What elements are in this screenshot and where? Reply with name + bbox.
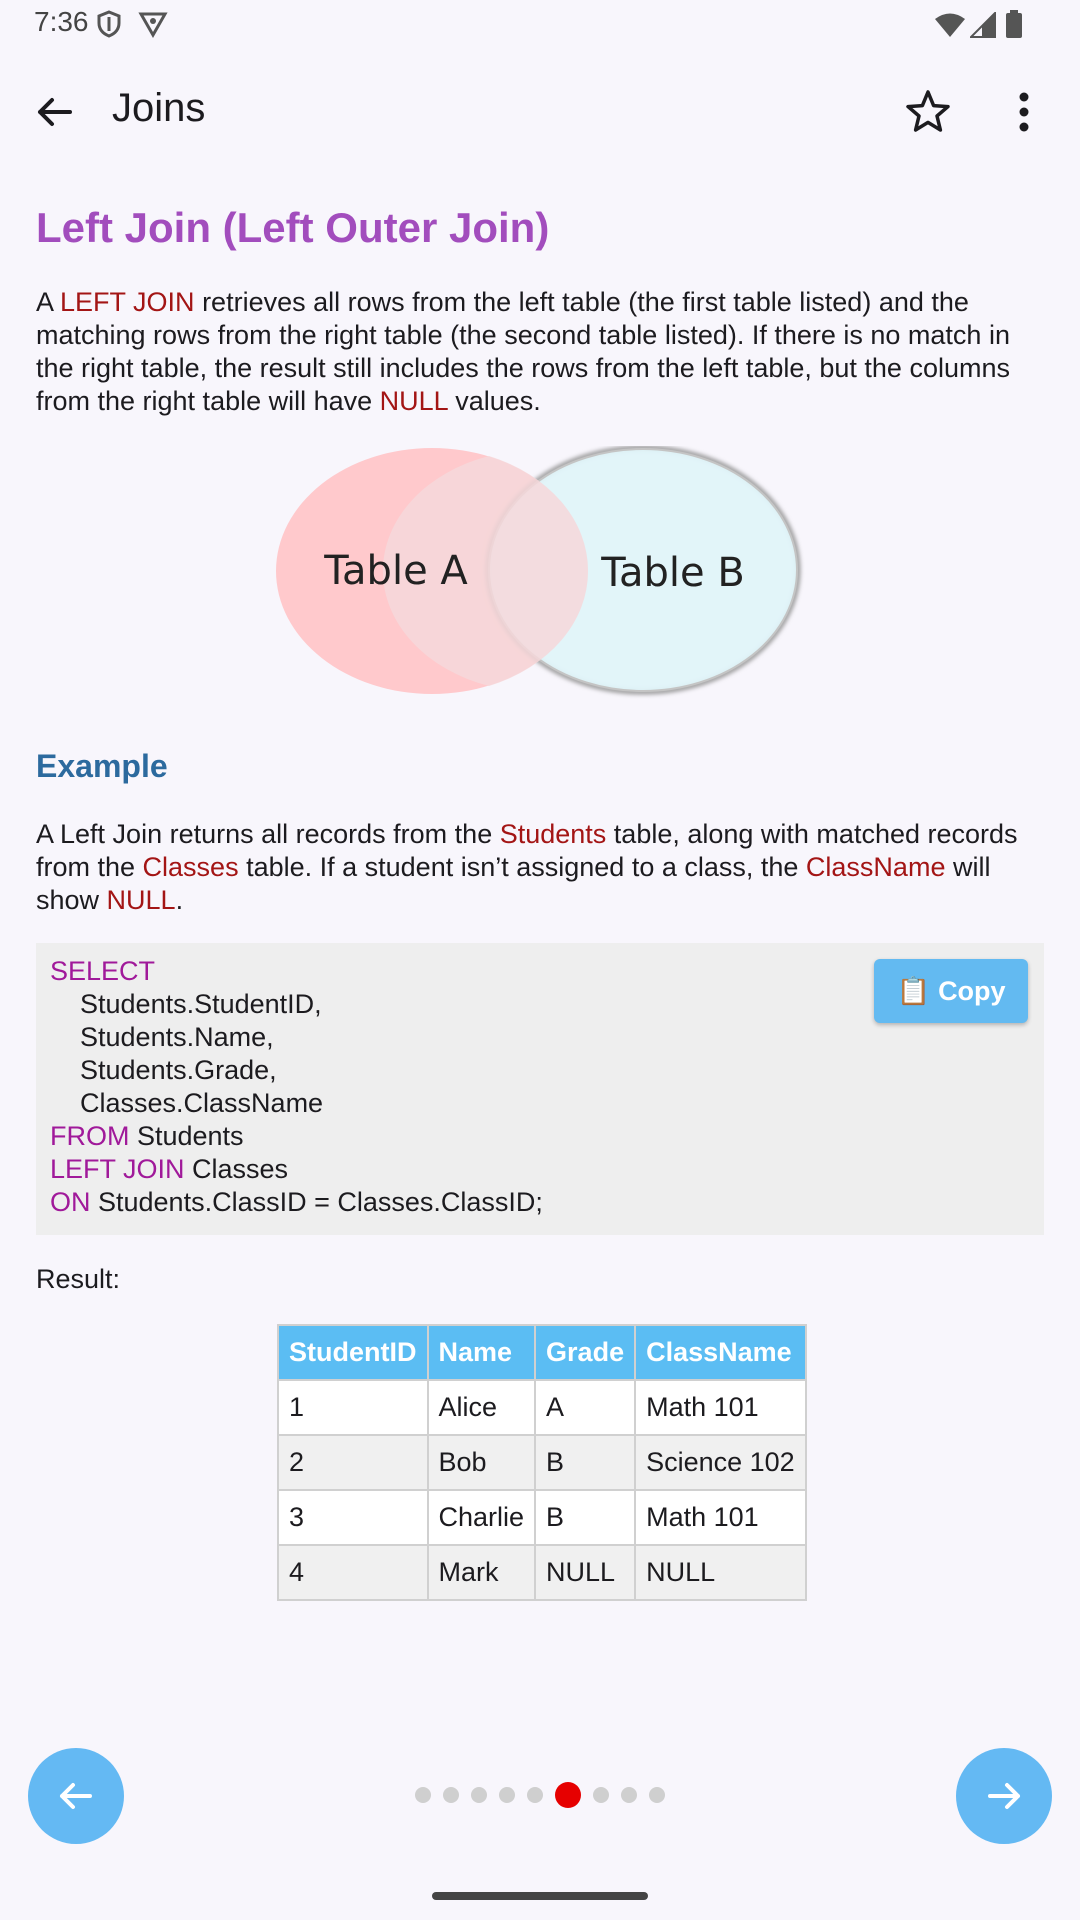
- venn-label-b: Table B: [601, 550, 745, 596]
- table-cell: 1: [278, 1380, 428, 1435]
- example-paragraph: [36, 818, 1044, 917]
- table-header-row: [278, 1325, 806, 1380]
- arrow-left-icon: [56, 1776, 96, 1816]
- sql-keyword: LEFT JOIN: [50, 1154, 185, 1184]
- example-heading: Example: [36, 748, 168, 784]
- page-indicator: [415, 1782, 665, 1808]
- arrow-back-icon: [34, 92, 74, 132]
- table-cell: B: [535, 1435, 635, 1490]
- status-time: 7:36: [34, 6, 89, 37]
- more-vert-icon: [1018, 92, 1030, 132]
- example-text: will show: [36, 852, 991, 915]
- column-header: StudentID: [278, 1325, 428, 1380]
- code-line: [50, 1153, 1030, 1186]
- result-label: Result:: [36, 1264, 121, 1294]
- shield-icon: [96, 10, 122, 43]
- page-dot[interactable]: [415, 1787, 431, 1803]
- sql-keyword: SELECT: [50, 956, 156, 986]
- app-bar: [0, 56, 1080, 168]
- table-cell: 2: [278, 1435, 428, 1490]
- table-cell: 4: [278, 1545, 428, 1600]
- table-cell: Mark: [428, 1545, 536, 1600]
- code-line: Students.Name,: [50, 1022, 274, 1052]
- code-text: Students.ClassID = Classes.ClassID;: [90, 1187, 543, 1217]
- page-dot[interactable]: [471, 1787, 487, 1803]
- sql-keyword: FROM: [50, 1121, 130, 1151]
- table-cell: 3: [278, 1490, 428, 1545]
- column-header: Name: [428, 1325, 536, 1380]
- page-dot[interactable]: [527, 1787, 543, 1803]
- intro-text: A: [36, 287, 61, 317]
- code-text: Classes: [184, 1154, 289, 1184]
- venn-diagram: [36, 446, 1044, 716]
- table-cell: Alice: [428, 1380, 536, 1435]
- table-cell: B: [535, 1490, 635, 1545]
- status-bar: [0, 0, 1080, 48]
- code-line: Classes.ClassName: [50, 1088, 324, 1118]
- table-cell: NULL: [635, 1545, 806, 1600]
- intro-text: values.: [447, 386, 541, 416]
- example-text: A Left Join returns all records from the: [36, 819, 500, 849]
- page-dot[interactable]: [593, 1787, 609, 1803]
- table-cell: NULL: [535, 1545, 635, 1600]
- code-text: Students: [129, 1121, 244, 1151]
- code-line: [50, 1186, 1030, 1219]
- intro-keyword: NULL: [379, 386, 448, 416]
- code-line: Students.Grade,: [50, 1055, 277, 1085]
- page-dot[interactable]: [499, 1787, 515, 1803]
- table-cell: Charlie: [428, 1490, 536, 1545]
- back-button[interactable]: [24, 82, 84, 142]
- example-text: table, along with matched records from the: [36, 819, 1018, 882]
- page-dot[interactable]: [443, 1787, 459, 1803]
- favorite-button[interactable]: [898, 82, 958, 142]
- result-table: [277, 1324, 807, 1601]
- previous-page-button[interactable]: [28, 1748, 124, 1844]
- intro-text: retrieves all rows from the left table (the first table listed) and the matching rows from the right table (the second table listed). If there is no match in the right table, the result still includes the rows from the left table, but the columns from the right table will have: [36, 287, 1010, 416]
- page-dot[interactable]: [621, 1787, 637, 1803]
- venn-label-a: Table A: [324, 548, 468, 594]
- wifi-icon: [934, 12, 966, 43]
- article-heading: Left Join (Left Outer Join): [36, 204, 550, 251]
- table-cell: Science 102: [635, 1435, 806, 1490]
- example-keyword: NULL: [106, 885, 176, 915]
- signal-icon: [970, 12, 996, 43]
- column-header: ClassName: [635, 1325, 806, 1380]
- page-dot[interactable]: [649, 1787, 665, 1803]
- copy-button[interactable]: [874, 959, 1028, 1023]
- example-keyword: Students: [499, 819, 607, 849]
- code-line: [50, 1120, 1030, 1153]
- page-dot-active[interactable]: [555, 1782, 581, 1808]
- example-keyword: ClassName: [805, 852, 946, 882]
- clipboard-icon: 📋: [896, 975, 931, 1006]
- intro-keyword: LEFT JOIN: [60, 287, 195, 317]
- intro-paragraph: [36, 286, 1044, 418]
- table-cell: Bob: [428, 1435, 536, 1490]
- more-options-button[interactable]: [994, 82, 1054, 142]
- table-cell: Math 101: [635, 1490, 806, 1545]
- next-page-button[interactable]: [956, 1748, 1052, 1844]
- table-row: [278, 1435, 806, 1490]
- home-indicator[interactable]: [432, 1892, 648, 1900]
- page-title: Joins: [112, 86, 206, 130]
- code-line: Students.StudentID,: [50, 989, 322, 1019]
- code-block[interactable]: [36, 943, 1044, 1235]
- table-row: [278, 1490, 806, 1545]
- example-text: table. If a student isn’t assigned to a class, the: [238, 852, 806, 882]
- example-keyword: Classes: [142, 852, 239, 882]
- table-row: [278, 1380, 806, 1435]
- article-content: [36, 200, 1044, 1601]
- battery-icon: [1006, 10, 1022, 43]
- example-text: .: [175, 885, 184, 915]
- arrow-right-icon: [984, 1776, 1024, 1816]
- sql-keyword: ON: [50, 1187, 91, 1217]
- copy-button-label: Copy: [938, 975, 1006, 1006]
- column-header: Grade: [535, 1325, 635, 1380]
- vpn-icon: [138, 10, 168, 43]
- table-row: [278, 1545, 806, 1600]
- star-outline-icon: [904, 88, 952, 136]
- table-cell: A: [535, 1380, 635, 1435]
- table-cell: Math 101: [635, 1380, 806, 1435]
